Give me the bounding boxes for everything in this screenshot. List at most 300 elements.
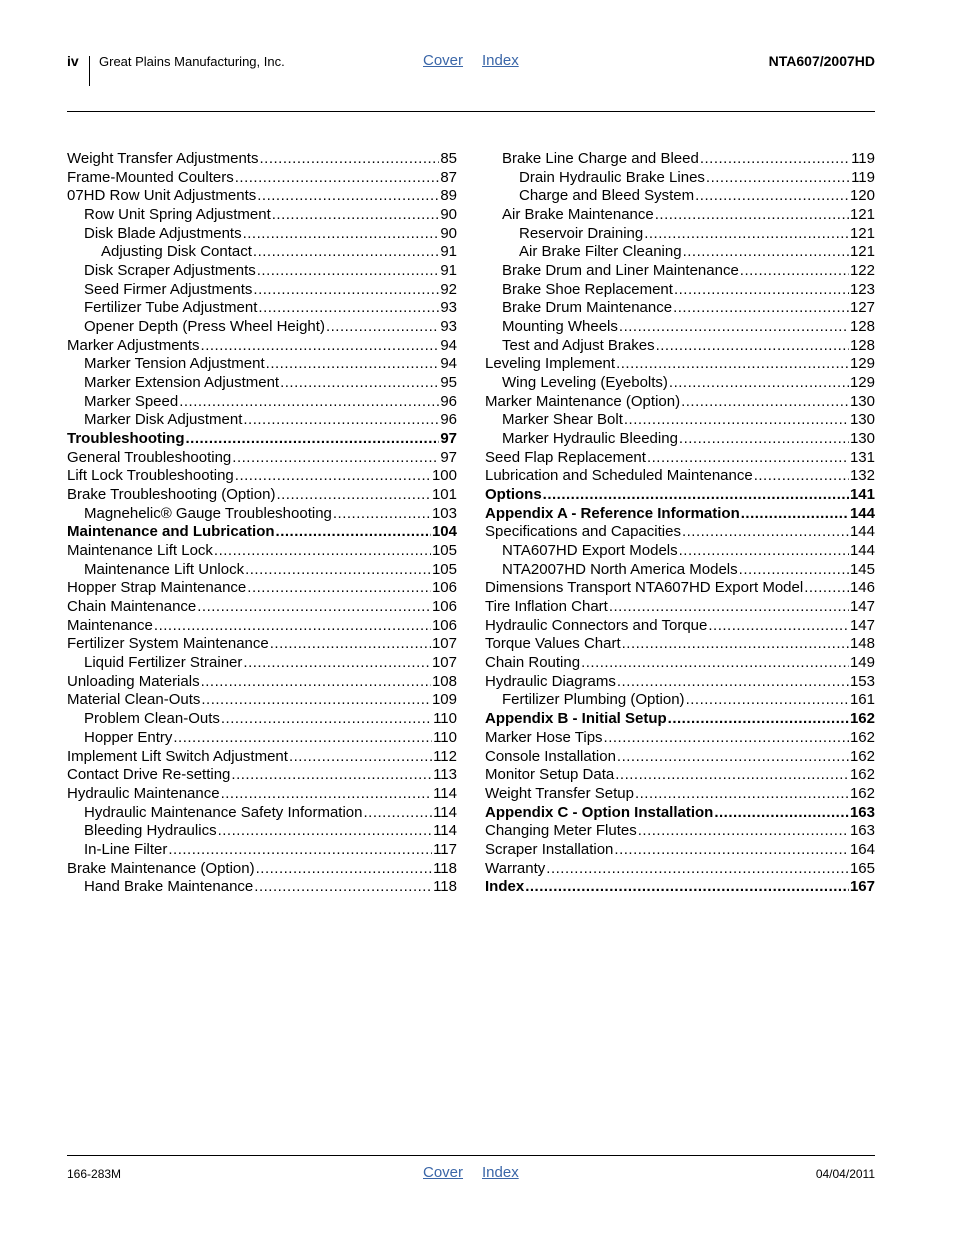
toc-entry-title: Marker Hose Tips [485,728,603,746]
toc-entry[interactable] [67,243,457,262]
toc-entry-title: Console Installation [485,747,616,765]
toc-entry-title: Hydraulic Connectors and Torque [485,616,708,634]
model-number: NTA607/2007HD [768,53,875,69]
toc-entry-title: Marker Disk Adjustment [84,411,243,429]
toc-entry[interactable] [67,225,457,244]
toc-entry-page: 128 [849,336,875,354]
toc-entry-title: Marker Extension Adjustment [84,374,280,392]
toc-entry-page: 114 [433,822,457,840]
toc-entry-title: Brake Drum and Liner Maintenance [502,262,739,280]
toc-entry-title: Weight Transfer Adjustments [67,150,259,167]
toc-entry-title: Liquid Fertilizer Strainer [84,654,243,672]
dot-leader [617,673,849,692]
toc-entry[interactable] [67,542,457,561]
toc-entry[interactable] [485,318,875,337]
toc-entry-page: 114 [433,803,457,821]
toc-entry-page: 130 [849,392,875,410]
toc-entry-page: 109 [431,691,457,709]
toc-entry-title: Fertilizer Plumbing (Option) [502,691,685,709]
toc-entry-title: Warranty [485,859,546,877]
toc-entry[interactable] [67,804,457,823]
toc-entry-page: 161 [849,691,875,709]
toc-entry-title: Marker Maintenance (Option) [485,392,681,410]
toc-entry-page: 153 [849,672,875,690]
toc-entry-title: NTA2007HD North America Models [502,560,738,578]
toc-entry[interactable] [67,411,457,430]
dot-leader [614,841,849,860]
toc-entry[interactable] [485,505,875,524]
toc-entry-title: Bleeding Hydraulics [84,822,217,840]
dot-leader [197,598,431,617]
company-name: Great Plains Manufacturing, Inc. [99,54,285,69]
toc-entry-title: Hand Brake Maintenance [84,878,254,896]
toc-entry-page: 147 [849,616,875,634]
toc-entry-page: 162 [849,710,875,728]
dot-leader [695,187,849,206]
dot-leader [683,243,849,262]
toc-entry-title: Problem Clean-Outs [84,710,220,728]
toc-entry-page: 128 [849,318,875,336]
toc-entry-title: Hopper Strap Maintenance [67,579,247,597]
toc-entry[interactable] [67,710,457,729]
dot-leader [668,710,849,729]
toc-entry-page: 107 [431,635,457,653]
dot-leader [221,785,433,804]
toc-entry[interactable] [67,169,457,188]
dot-leader [635,785,849,804]
toc-entry-page: 129 [849,355,875,373]
toc-entry[interactable] [485,430,875,449]
toc-entry-page: 87 [440,168,457,186]
toc-entry-title: Brake Shoe Replacement [502,280,673,298]
dot-leader [686,691,849,710]
dot-leader [231,766,432,785]
toc-entry-page: 94 [440,336,457,354]
toc-entry-title: Chain Routing [485,654,581,672]
toc-entry[interactable] [67,748,457,767]
dot-leader [740,262,849,281]
toc-entry[interactable] [67,505,457,524]
toc-entry-title: Maintenance [67,616,153,634]
toc-entry[interactable] [485,467,875,486]
toc-entry-page: 147 [849,598,875,616]
dot-leader [235,169,440,188]
toc-entry-page: 112 [433,747,457,765]
toc-entry[interactable] [67,785,457,804]
dot-leader [543,486,849,505]
toc-entry-title: Tire Inflation Chart [485,598,608,616]
dot-leader [256,860,432,879]
toc-entry-page: 162 [849,747,875,765]
dot-leader [201,691,431,710]
dot-leader [221,710,432,729]
toc-entry[interactable] [67,598,457,617]
dot-leader [619,318,849,337]
dot-leader [257,262,440,281]
toc-entry-page: 85 [440,150,457,167]
toc-entry[interactable] [67,523,457,542]
toc-entry-page: 163 [849,803,875,821]
dot-leader [235,467,431,486]
toc-entry-title: Opener Depth (Press Wheel Height) [84,318,325,336]
toc-entry-page: 110 [433,728,457,746]
toc-entry[interactable] [485,393,875,412]
dot-leader [201,673,431,692]
toc-entry-title: Fertilizer System Maintenance [67,635,269,653]
toc-entry-page: 93 [440,318,457,336]
toc-entry-title: Charge and Bleed System [519,187,695,205]
toc-entry-title: Marker Speed [84,392,179,410]
toc-entry-title: 07HD Row Unit Adjustments [67,187,257,205]
dot-leader [247,579,431,598]
toc-entry[interactable] [485,654,875,673]
toc-entry-page: 144 [849,523,875,541]
toc-entry[interactable] [485,337,875,356]
dot-leader [272,206,440,225]
toc-entry-title: Fertilizer Tube Adjustment [84,299,258,317]
toc-entry-page: 105 [431,542,457,560]
page-footer [0,1156,954,1235]
toc-entry[interactable] [67,355,457,374]
toc-entry-page: 162 [849,784,875,802]
toc-entry-title: Index [485,878,525,896]
toc-entry[interactable] [67,878,457,897]
dot-leader [270,635,431,654]
toc-entry-title: Hydraulic Diagrams [485,672,616,690]
dot-leader [289,748,432,767]
toc-entry-page: 121 [849,224,875,242]
footer-index-link[interactable]: Index [482,1164,519,1181]
toc-entry-page: 94 [440,355,457,373]
toc-entry-title: Marker Tension Adjustment [84,355,265,373]
toc-entry[interactable] [485,841,875,860]
toc-entry-title: Hydraulic Maintenance Safety Information [84,803,363,821]
toc-entry-title: Dimensions Transport NTA607HD Export Model [485,579,804,597]
dot-leader [266,355,440,374]
toc-entry-title: Seed Flap Replacement [485,448,646,466]
toc-entry[interactable] [485,169,875,188]
toc-entry[interactable] [67,729,457,748]
toc-entry-title: Brake Line Charge and Bleed [502,150,699,167]
dot-leader [243,654,431,673]
dot-leader [280,374,439,393]
toc-entry-title: Lubrication and Scheduled Maintenance [485,467,753,485]
toc-entry[interactable] [485,860,875,879]
toc-entry[interactable] [67,430,457,449]
dot-leader [276,523,431,542]
toc-entry-page: 100 [431,467,457,485]
dot-leader [616,355,849,374]
dot-leader [741,505,849,524]
toc-entry-title: Unloading Materials [67,672,200,690]
toc-entry[interactable] [67,318,457,337]
page-header [0,0,954,120]
dot-leader [168,841,432,860]
toc-entry[interactable] [485,411,875,430]
toc-entry-title: Drain Hydraulic Brake Lines [519,168,705,186]
toc-entry-title: Marker Shear Bolt [502,411,623,429]
toc-entry-page: 121 [849,206,875,224]
toc-entry[interactable] [67,635,457,654]
toc-entry-title: Maintenance and Lubrication [67,523,275,541]
toc-entry[interactable] [67,281,457,300]
toc-entry-page: 164 [849,840,875,858]
toc-entry-title: Marker Adjustments [67,336,200,354]
toc-entry-page: 95 [440,374,457,392]
dot-leader [253,243,439,262]
dot-leader [232,449,439,468]
toc-entry-page: 97 [440,448,457,466]
toc-entry-page: 93 [440,299,457,317]
toc-entry[interactable] [485,673,875,692]
toc-entry-title: Maintenance Lift Unlock [84,560,245,578]
toc-entry-title: In-Line Filter [84,840,168,858]
dot-leader [622,635,849,654]
dot-leader [700,150,850,169]
toc-entry-page: 122 [849,262,875,280]
toc-entry[interactable] [67,841,457,860]
toc-entry[interactable] [67,860,457,879]
toc-entry-title: Marker Hydraulic Bleeding [502,430,678,448]
toc-entry[interactable] [67,467,457,486]
toc-entry[interactable] [485,523,875,542]
toc-entry-title: Disk Scraper Adjustments [84,262,256,280]
toc-entry[interactable] [485,150,875,169]
toc-entry-page: 141 [849,486,875,504]
toc-entry[interactable] [485,243,875,262]
dot-leader [201,337,440,356]
toc-entry-title: Magnehelic® Gauge Troubleshooting [84,504,332,522]
dot-leader [679,542,849,561]
dot-leader [326,318,439,337]
toc-entry[interactable] [67,374,457,393]
toc-entry-title: Appendix B - Initial Setup [485,710,667,728]
toc-entry-page: 103 [431,504,457,522]
toc-entry-page: 113 [433,766,457,784]
toc-entry[interactable] [67,673,457,692]
toc-entry-page: 110 [433,710,457,728]
toc-entry-page: 167 [849,878,875,896]
toc-entry-page: 132 [849,467,875,485]
toc-entry-title: Hopper Entry [84,728,173,746]
dot-leader [669,374,849,393]
toc-entry[interactable] [485,617,875,636]
toc-entry-page: 118 [433,878,457,896]
toc-entry-title: Mounting Wheels [502,318,618,336]
toc-entry-title: Seed Firmer Adjustments [84,280,253,298]
toc-entry-title: Chain Maintenance [67,598,197,616]
toc-entry[interactable] [485,598,875,617]
toc-entry[interactable] [485,785,875,804]
toc-entry[interactable] [485,766,875,785]
dot-leader [253,281,439,300]
toc-entry-title: Appendix C - Option Installation [485,803,714,821]
toc-entry[interactable] [67,617,457,636]
dot-leader [624,411,849,430]
toc-entry-page: 149 [849,654,875,672]
toc-entry-title: Options [485,486,542,504]
toc-entry[interactable] [67,579,457,598]
toc-entry[interactable] [485,878,875,897]
toc-left-column [67,150,457,897]
toc-entry[interactable] [67,486,457,505]
toc-entry-page: 148 [849,635,875,653]
toc-entry-title: Leveling Implement [485,355,616,373]
dot-leader [173,729,432,748]
dot-leader [276,486,431,505]
toc-entry[interactable] [67,393,457,412]
toc-entry-page: 130 [849,430,875,448]
dot-leader [706,169,850,188]
toc-entry-page: 144 [849,504,875,522]
toc-entry-title: Contact Drive Re-setting [67,766,231,784]
toc-entry[interactable] [485,281,875,300]
dot-leader [604,729,849,748]
toc-entry-title: General Troubleshooting [67,448,232,466]
dot-leader [681,393,849,412]
toc-entry-page: 107 [431,654,457,672]
toc-entry-title: Specifications and Capacities [485,523,681,541]
toc-entry-title: Troubleshooting [67,430,185,448]
dot-leader [243,411,439,430]
toc-entry[interactable] [485,691,875,710]
dot-leader [655,206,849,225]
toc-entry-title: Changing Meter Flutes [485,822,637,840]
dot-leader [682,523,849,542]
dot-leader [245,561,431,580]
toc-entry[interactable] [485,187,875,206]
toc-entry[interactable] [67,299,457,318]
toc-entry[interactable] [67,561,457,580]
toc-entry-page: 130 [849,411,875,429]
toc-entry-page: 162 [849,766,875,784]
toc-entry[interactable] [485,486,875,505]
dot-leader [644,225,849,244]
toc-entry-page: 131 [849,448,875,466]
toc-entry[interactable] [485,374,875,393]
dot-leader [647,449,849,468]
toc-entry-page: 97 [440,430,457,448]
toc-entry-page: 106 [431,598,457,616]
toc-entry-page: 108 [431,672,457,690]
toc-entry-page: 127 [849,299,875,317]
toc-entry[interactable] [485,206,875,225]
toc-entry-title: Adjusting Disk Contact [101,243,252,261]
toc-entry[interactable] [485,355,875,374]
toc-entry[interactable] [67,187,457,206]
toc-entry-page: 101 [431,486,457,504]
toc-entry[interactable] [485,262,875,281]
toc-entry[interactable] [485,710,875,729]
toc-entry-page: 117 [433,840,457,858]
toc-entry[interactable] [67,337,457,356]
revision-date: 04/04/2011 [815,1167,875,1181]
toc-entry[interactable] [67,449,457,468]
dot-leader [258,299,439,318]
page-number: iv [67,53,79,69]
header-cover-link[interactable]: Cover [423,52,464,69]
toc-entry-page: 106 [431,616,457,634]
toc-entry-page: 90 [440,224,457,242]
footer-cover-link[interactable]: Cover [423,1164,464,1181]
dot-leader [179,393,439,412]
toc-entry[interactable] [67,206,457,225]
dot-leader [546,860,849,879]
toc-entry-page: 92 [440,280,457,298]
header-index-link[interactable]: Index [482,52,519,69]
toc-entry[interactable] [67,150,457,169]
toc-entry[interactable] [485,804,875,823]
toc-entry-page: 90 [440,206,457,224]
dot-leader [615,766,849,785]
toc-entry[interactable] [67,691,457,710]
toc-entry-title: NTA607HD Export Models [502,542,678,560]
toc-entry-page: 91 [440,243,457,261]
toc-entry-page: 105 [431,560,457,578]
toc-entry[interactable] [485,449,875,468]
dot-leader [259,150,439,169]
toc-entry-title: Hydraulic Maintenance [67,784,220,802]
toc-entry[interactable] [485,635,875,654]
dot-leader [674,281,849,300]
dot-leader [679,430,849,449]
dot-leader [739,561,849,580]
toc-entry-page: 165 [849,859,875,877]
dot-leader [656,337,849,356]
dot-leader [609,598,849,617]
toc-entry-title: Scraper Installation [485,840,614,858]
header-divider [89,56,90,86]
dot-leader [638,822,849,841]
dot-leader [617,748,849,767]
dot-leader [708,617,849,636]
toc-entry-title: Weight Transfer Setup [485,784,634,802]
toc-entry[interactable] [485,822,875,841]
toc-entry-title: Brake Maintenance (Option) [67,859,255,877]
toc-entry[interactable] [67,262,457,281]
toc-entry-title: Monitor Setup Data [485,766,615,784]
toc-entry[interactable] [485,729,875,748]
toc-entry[interactable] [485,748,875,767]
toc-entry-page: 118 [433,859,457,877]
dot-leader [581,654,849,673]
toc-entry[interactable] [67,654,457,673]
toc-right-column [485,150,875,897]
toc-entry[interactable] [485,542,875,561]
toc-entry[interactable] [67,822,457,841]
toc-entry[interactable] [485,561,875,580]
toc-entry-page: 89 [440,187,457,205]
dot-leader [186,430,440,449]
toc-entry-page: 120 [849,187,875,205]
toc-entry[interactable] [67,766,457,785]
toc-entry-title: Lift Lock Troubleshooting [67,467,234,485]
toc-entry-title: Wing Leveling (Eyebolts) [502,374,668,392]
toc-entry[interactable] [485,225,875,244]
toc-entry-page: 96 [440,411,457,429]
dot-leader [257,187,439,206]
toc-entry-title: Appendix A - Reference Information [485,504,740,522]
toc-entry-page: 144 [849,542,875,560]
toc-entry-page: 106 [431,579,457,597]
toc-entry-title: Material Clean-Outs [67,691,201,709]
toc-entry-page: 104 [431,523,457,541]
document-number: 166-283M [67,1167,122,1181]
toc-entry[interactable] [485,299,875,318]
toc-entry-title: Air Brake Maintenance [502,206,654,224]
dot-leader [714,804,849,823]
toc-entry[interactable] [485,579,875,598]
